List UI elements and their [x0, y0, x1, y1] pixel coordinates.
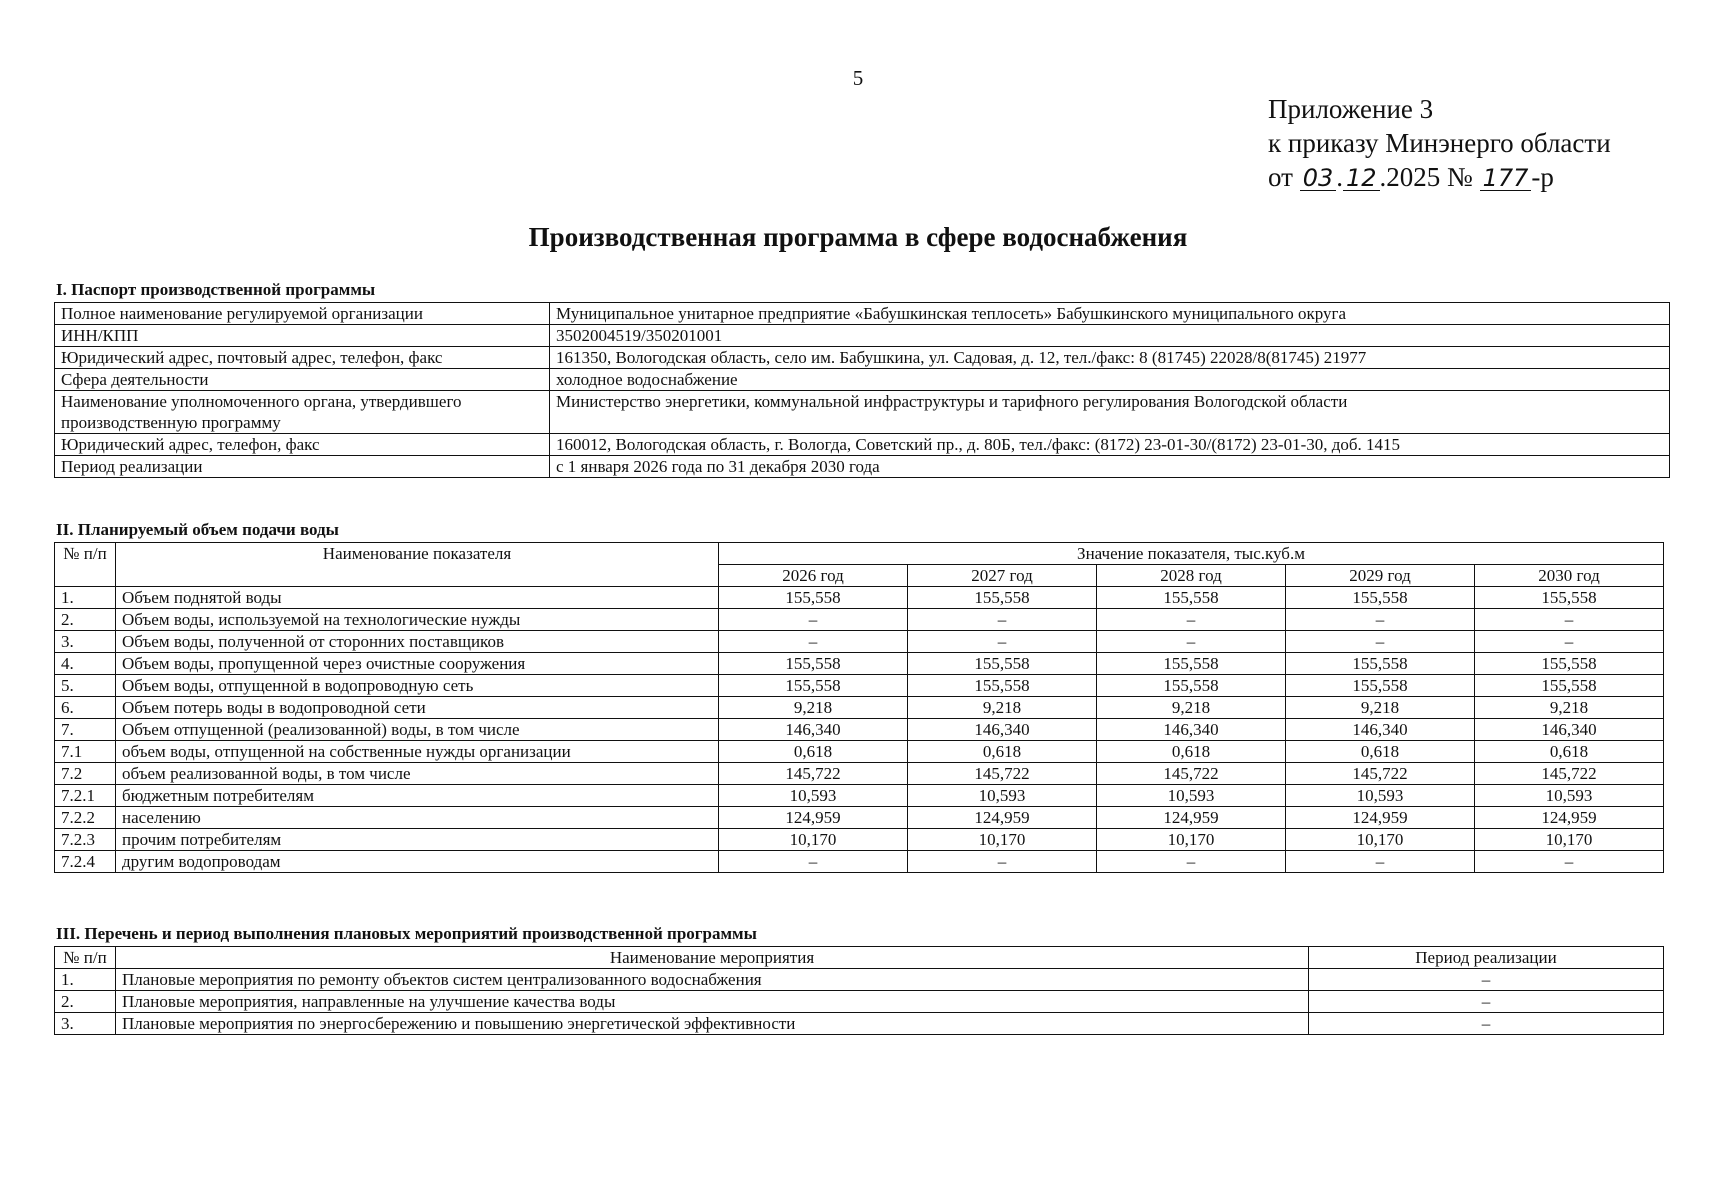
indicator-value: 124,959	[908, 807, 1097, 829]
table-row	[55, 741, 1664, 763]
indicator-value: 0,618	[1475, 741, 1664, 763]
section-3-title: III. Перечень и период выполнения плановых мероприятий производственной программы	[56, 924, 757, 943]
indicator-value: 155,558	[1475, 675, 1664, 697]
header-indicator: Наименование показателя	[116, 543, 719, 587]
indicator-value: 145,722	[908, 763, 1097, 785]
indicator-value: 145,722	[1475, 763, 1664, 785]
table-row	[55, 1013, 1664, 1035]
indicator-value: 155,558	[1475, 587, 1664, 609]
table-row	[55, 609, 1664, 631]
table-row	[55, 851, 1664, 873]
indicator-value: 10,170	[1097, 829, 1286, 851]
indicator-value: 10,593	[719, 785, 908, 807]
indicator-value: –	[719, 609, 908, 631]
table-row	[55, 807, 1664, 829]
row-number: 2.	[55, 991, 116, 1013]
indicator-value: –	[719, 631, 908, 653]
indicator-value: 155,558	[908, 675, 1097, 697]
indicator-value: –	[1475, 631, 1664, 653]
indicator-value: 155,558	[1097, 587, 1286, 609]
handwritten-order-number: 177	[1480, 166, 1532, 191]
indicator-value: 145,722	[1097, 763, 1286, 785]
indicator-name: объем воды, отпущенной на собственные нужды организации	[116, 741, 719, 763]
table-row	[55, 653, 1664, 675]
table-row	[55, 991, 1664, 1013]
passport-label: Юридический адрес, почтовый адрес, телефон, факс	[55, 347, 550, 369]
row-number: 7.	[55, 719, 116, 741]
indicator-value: 155,558	[1286, 653, 1475, 675]
indicator-name: Объем воды, полученной от сторонних поставщиков	[116, 631, 719, 653]
indicator-value: –	[908, 609, 1097, 631]
indicator-value: 124,959	[719, 807, 908, 829]
indicator-value: 0,618	[1286, 741, 1475, 763]
passport-row	[55, 303, 1670, 325]
passport-row	[55, 325, 1670, 347]
table-row	[55, 587, 1664, 609]
indicator-value: 10,593	[1097, 785, 1286, 807]
row-number: 1.	[55, 969, 116, 991]
indicator-value: 9,218	[719, 697, 908, 719]
indicator-name: Объем воды, используемой на технологические нужды	[116, 609, 719, 631]
passport-value: Министерство энергетики, коммунальной инфраструктуры и тарифного регулирования Вологодской области	[550, 391, 1670, 434]
event-name: Плановые мероприятия по энергосбережению и повышению энергетической эффективности	[116, 1013, 1309, 1035]
indicator-name: другим водопроводам	[116, 851, 719, 873]
header-year: 2030 год	[1475, 565, 1664, 587]
appendix-order-ref: к приказу Минэнерго области	[1268, 128, 1611, 158]
table-row	[55, 697, 1664, 719]
section-2-title: II. Планируемый объем подачи воды	[56, 520, 339, 539]
indicator-name: Объем поднятой воды	[116, 587, 719, 609]
header-event-name: Наименование мероприятия	[116, 947, 1309, 969]
passport-label: Сфера деятельности	[55, 369, 550, 391]
indicator-value: 155,558	[908, 587, 1097, 609]
year-number-label: .2025 №	[1379, 162, 1473, 192]
table-row	[55, 969, 1664, 991]
indicator-value: –	[1097, 609, 1286, 631]
section-1-title: I. Паспорт производственной программы	[56, 280, 376, 299]
indicator-value: 155,558	[1097, 675, 1286, 697]
indicator-name: объем реализованной воды, в том числе	[116, 763, 719, 785]
indicator-value: 145,722	[719, 763, 908, 785]
indicator-value: –	[1286, 609, 1475, 631]
row-number: 4.	[55, 653, 116, 675]
indicator-value: 155,558	[908, 653, 1097, 675]
handwritten-month: 12	[1343, 166, 1380, 191]
date-prefix: от	[1268, 162, 1293, 192]
indicator-value: 9,218	[908, 697, 1097, 719]
indicator-name: прочим потребителям	[116, 829, 719, 851]
indicator-name: бюджетным потребителям	[116, 785, 719, 807]
row-number: 7.1	[55, 741, 116, 763]
row-number: 3.	[55, 1013, 116, 1035]
passport-table	[54, 302, 1670, 478]
passport-row	[55, 434, 1670, 456]
handwritten-day: 03	[1300, 166, 1337, 191]
header-year: 2027 год	[908, 565, 1097, 587]
indicator-value: 155,558	[1097, 653, 1286, 675]
header-year: 2028 год	[1097, 565, 1286, 587]
indicator-value: –	[719, 851, 908, 873]
table-row	[55, 719, 1664, 741]
row-number: 7.2.4	[55, 851, 116, 873]
indicator-value: 10,593	[1475, 785, 1664, 807]
water-supply-table	[54, 542, 1664, 873]
passport-label: Юридический адрес, телефон, факс	[55, 434, 550, 456]
table-row	[55, 631, 1664, 653]
table-row	[55, 763, 1664, 785]
indicator-value: 155,558	[719, 587, 908, 609]
indicator-value: 146,340	[1097, 719, 1286, 741]
indicator-value: 9,218	[1475, 697, 1664, 719]
indicator-value: 155,558	[719, 653, 908, 675]
passport-value: Муниципальное унитарное предприятие «Бабушкинская теплосеть» Бабушкинского муниципального округа	[550, 303, 1670, 325]
indicator-value: 155,558	[1475, 653, 1664, 675]
header-year: 2029 год	[1286, 565, 1475, 587]
passport-label: Период реализации	[55, 456, 550, 478]
indicator-value: –	[1286, 631, 1475, 653]
indicator-name: Объем воды, отпущенной в водопроводную сеть	[116, 675, 719, 697]
row-number: 3.	[55, 631, 116, 653]
indicator-value: 9,218	[1097, 697, 1286, 719]
indicator-value: –	[908, 851, 1097, 873]
indicator-value: 10,593	[1286, 785, 1475, 807]
indicator-value: 146,340	[1475, 719, 1664, 741]
appendix-title: Приложение 3	[1268, 94, 1434, 124]
indicator-value: 124,959	[1475, 807, 1664, 829]
indicator-value: –	[1475, 609, 1664, 631]
indicator-value: –	[1286, 851, 1475, 873]
table-row	[55, 829, 1664, 851]
passport-row	[55, 369, 1670, 391]
indicator-value: 145,722	[1286, 763, 1475, 785]
indicator-value: 0,618	[1097, 741, 1286, 763]
row-number: 7.2.2	[55, 807, 116, 829]
page-number: 5	[852, 66, 864, 90]
table-header-row	[55, 543, 1664, 565]
appendix-date-line: от 03 . 12 .2025 № 177 -р	[1268, 162, 1554, 192]
passport-value: холодное водоснабжение	[550, 369, 1670, 391]
event-name: Плановые мероприятия, направленные на улучшение качества воды	[116, 991, 1309, 1013]
row-number: 1.	[55, 587, 116, 609]
indicator-value: 146,340	[1286, 719, 1475, 741]
indicator-name: Объем отпущенной (реализованной) воды, в том числе	[116, 719, 719, 741]
indicator-value: 155,558	[1286, 675, 1475, 697]
passport-value: с 1 января 2026 года по 31 декабря 2030 года	[550, 456, 1670, 478]
header-num: № п/п	[55, 947, 116, 969]
header-year: 2026 год	[719, 565, 908, 587]
indicator-value: 146,340	[908, 719, 1097, 741]
indicator-value: –	[1097, 631, 1286, 653]
row-number: 2.	[55, 609, 116, 631]
passport-value: 161350, Вологодская область, село им. Бабушкина, ул. Садовая, д. 12, тел./факс: 8 (81745) 22028/8(81745) 21977	[550, 347, 1670, 369]
indicator-value: 10,170	[1475, 829, 1664, 851]
indicator-value: 10,170	[719, 829, 908, 851]
document-title: Производственная программа в сфере водоснабжения	[528, 222, 1188, 252]
indicator-name: Объем воды, пропущенной через очистные сооружения	[116, 653, 719, 675]
event-period: –	[1309, 1013, 1664, 1035]
events-table	[54, 946, 1664, 1035]
indicator-value: 124,959	[1286, 807, 1475, 829]
indicator-value: 10,170	[1286, 829, 1475, 851]
table-row	[55, 785, 1664, 807]
indicator-value: 155,558	[1286, 587, 1475, 609]
passport-label: Наименование уполномоченного органа, утвердившего производственную программу	[55, 391, 550, 434]
indicator-value: 10,593	[908, 785, 1097, 807]
indicator-value: 0,618	[719, 741, 908, 763]
indicator-value: 146,340	[719, 719, 908, 741]
indicator-name: Объем потерь воды в водопроводной сети	[116, 697, 719, 719]
header-period: Период реализации	[1309, 947, 1664, 969]
indicator-value: –	[908, 631, 1097, 653]
row-number: 7.2.3	[55, 829, 116, 851]
row-number: 5.	[55, 675, 116, 697]
passport-label: Полное наименование регулируемой организации	[55, 303, 550, 325]
passport-value: 3502004519/350201001	[550, 325, 1670, 347]
header-num: № п/п	[55, 543, 116, 587]
event-name: Плановые мероприятия по ремонту объектов систем централизованного водоснабжения	[116, 969, 1309, 991]
indicator-value: 124,959	[1097, 807, 1286, 829]
header-value: Значение показателя, тыс.куб.м	[719, 543, 1664, 565]
passport-row	[55, 456, 1670, 478]
table-row	[55, 675, 1664, 697]
row-number: 7.2	[55, 763, 116, 785]
indicator-name: населению	[116, 807, 719, 829]
passport-value: 160012, Вологодская область, г. Вологда, Советский пр., д. 80Б, тел./факс: (8172) 23-01-30/(8172) 23-01-30, доб. 1415	[550, 434, 1670, 456]
passport-row	[55, 391, 1670, 434]
order-suffix: -р	[1531, 162, 1554, 192]
passport-label: ИНН/КПП	[55, 325, 550, 347]
indicator-value: –	[1475, 851, 1664, 873]
indicator-value: 155,558	[719, 675, 908, 697]
event-period: –	[1309, 969, 1664, 991]
event-period: –	[1309, 991, 1664, 1013]
indicator-value: 10,170	[908, 829, 1097, 851]
row-number: 6.	[55, 697, 116, 719]
row-number: 7.2.1	[55, 785, 116, 807]
indicator-value: 0,618	[908, 741, 1097, 763]
passport-row	[55, 347, 1670, 369]
table-header-row	[55, 947, 1664, 969]
indicator-value: 9,218	[1286, 697, 1475, 719]
indicator-value: –	[1097, 851, 1286, 873]
appendix-block	[1268, 92, 1611, 194]
